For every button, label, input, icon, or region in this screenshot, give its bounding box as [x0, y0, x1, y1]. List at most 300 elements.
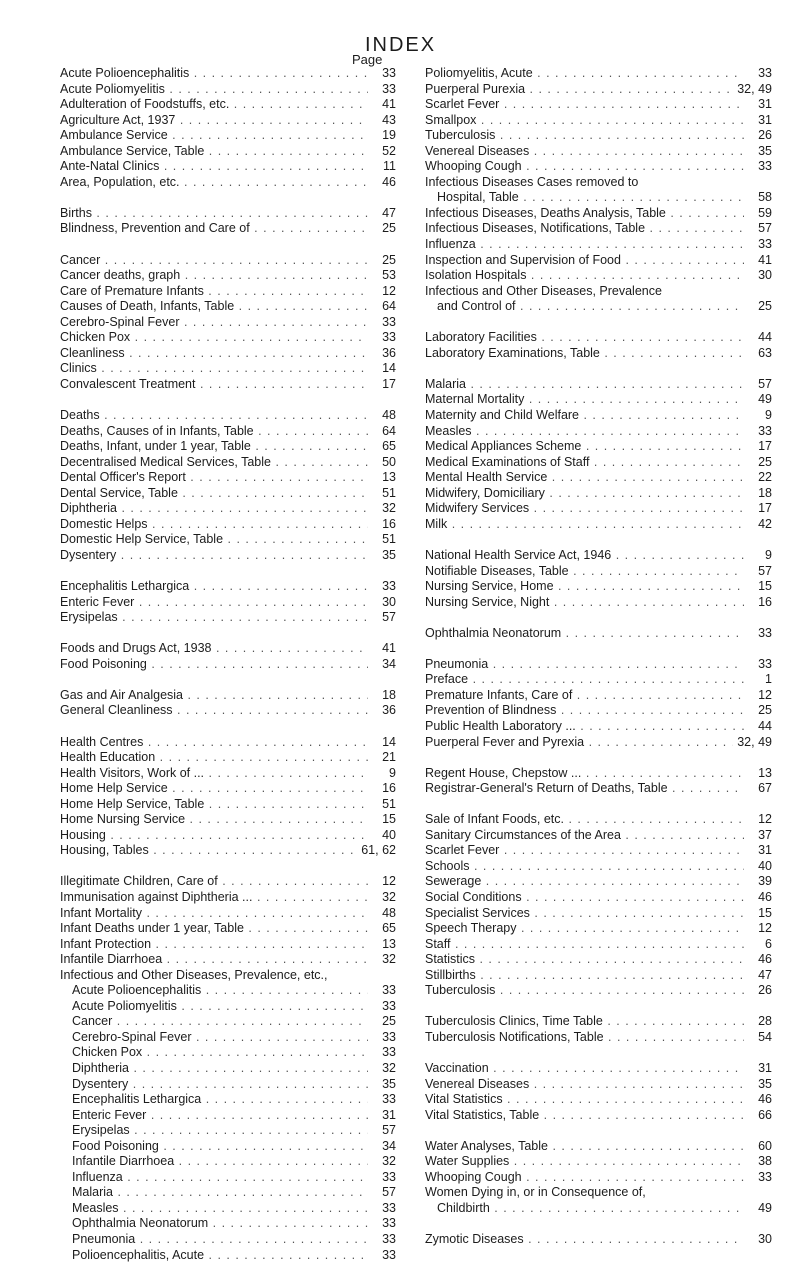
entry-label: Decentralised Medical Services, Table . . .	[60, 455, 368, 471]
entry-page-number: 33	[758, 66, 772, 80]
index-entry	[60, 703, 396, 719]
entry-label: Housing, Tables . . .	[60, 843, 357, 859]
index-entry	[60, 1108, 396, 1124]
index-entry	[425, 144, 772, 160]
entry-label: Preface . . .	[425, 672, 744, 688]
entry-page-number: 26	[758, 128, 772, 143]
entry-label: Maternity and Child Welfare . . .	[425, 408, 744, 424]
index-entry	[425, 874, 772, 890]
entry-page-number: 18	[758, 485, 772, 500]
index-entry	[60, 346, 396, 362]
entry-label: Regent House, Chepstow ... . . .	[425, 766, 744, 782]
entry-page-number: 33	[382, 1029, 396, 1044]
index-column-left	[60, 66, 396, 1263]
index-entry	[60, 221, 396, 237]
index-entry	[425, 906, 772, 922]
index-entry	[60, 906, 396, 922]
entry-page-number: 13	[382, 936, 396, 951]
entry-page-number: 32	[382, 952, 396, 967]
entry-page-number: 57	[758, 376, 772, 391]
entry-label: Dysentery . . .	[60, 548, 368, 564]
index-entry	[425, 66, 772, 82]
index-entry	[60, 999, 396, 1015]
entry-page-number: 53	[382, 268, 396, 283]
entry-page-number: 12	[382, 874, 396, 889]
entry-label: Nursing Service, Night . . .	[425, 595, 744, 611]
entry-label: Illegitimate Children, Care of . . .	[60, 874, 368, 890]
index-entry	[425, 1014, 772, 1030]
entry-label: Housing . . .	[60, 828, 368, 844]
entry-page-number: 46	[382, 174, 396, 189]
index-entry	[60, 1030, 396, 1046]
entry-page-number: 31	[758, 1061, 772, 1075]
index-entry	[425, 781, 772, 797]
index-entry	[425, 579, 772, 595]
entry-page-number: 30	[382, 594, 396, 609]
entry-label: Mental Health Service . . .	[425, 470, 744, 486]
index-entry	[425, 766, 772, 782]
index-entry	[425, 843, 772, 859]
index-entry	[425, 1139, 772, 1155]
index-entry	[60, 159, 396, 175]
entry-label: Schools . . .	[425, 859, 744, 875]
index-entry	[60, 439, 396, 455]
entry-page-number: 34	[382, 656, 396, 671]
index-entry	[60, 268, 396, 284]
entry-label: Diphtheria . . .	[60, 1061, 368, 1077]
entry-label: Tuberculosis Clinics, Time Table . . .	[425, 1014, 744, 1030]
entry-label: Agriculture Act, 1937 . . .	[60, 113, 368, 129]
entry-label: Infectious Diseases Cases removed to	[425, 174, 639, 189]
entry-page-number: 11	[383, 159, 396, 174]
entry-page-number: 33	[382, 314, 396, 329]
entry-label: Infectious Diseases, Notifications, Table . . .	[425, 221, 744, 237]
spacer	[425, 999, 772, 1015]
index-entry	[425, 392, 772, 408]
index-entry	[60, 968, 396, 984]
index-entry	[60, 750, 396, 766]
index-entry	[425, 1030, 772, 1046]
entry-page-number: 17	[382, 376, 396, 391]
entry-label: Influenza . . .	[425, 237, 744, 253]
index-entry	[425, 113, 772, 129]
spacer	[425, 797, 772, 813]
entry-label: Prevention of Blindness . . .	[425, 703, 744, 719]
entry-label: Gas and Air Analgesia . . .	[60, 688, 368, 704]
index-entry	[60, 579, 396, 595]
spacer	[425, 361, 772, 377]
entry-page-number: 25	[382, 1014, 396, 1029]
entry-label: and Control of . . .	[425, 299, 744, 315]
entry-label: Venereal Diseases . . .	[425, 1077, 744, 1093]
index-entry	[425, 890, 772, 906]
entry-label: Health Centres . . .	[60, 735, 368, 751]
entry-label: Home Help Service . . .	[60, 781, 368, 797]
index-entry	[425, 1154, 772, 1170]
entry-page-number: 35	[382, 1076, 396, 1091]
entry-page-number: 65	[382, 439, 396, 454]
entry-label: Puerperal Fever and Pyrexia . . .	[425, 735, 733, 751]
entry-label: Infectious and Other Diseases, Prevalence	[425, 283, 662, 298]
index-entry	[60, 128, 396, 144]
index-entry	[60, 486, 396, 502]
entry-page-number: 33	[382, 1169, 396, 1184]
index-entry	[60, 1014, 396, 1030]
index-entry	[60, 843, 396, 859]
entry-label: Tuberculosis . . .	[425, 128, 744, 144]
index-entry	[60, 455, 396, 471]
spacer	[425, 315, 772, 331]
entry-label: Cancer deaths, graph . . .	[60, 268, 368, 284]
entry-label: Erysipelas . . .	[60, 610, 368, 626]
entry-label: Encephalitis Lethargica . . .	[60, 579, 368, 595]
entry-page-number: 63	[758, 345, 772, 360]
entry-page-number: 1	[765, 672, 772, 687]
entry-page-number: 42	[758, 516, 772, 531]
index-entry	[60, 1170, 396, 1186]
index-entry	[425, 937, 772, 953]
index-entry	[425, 672, 772, 688]
entry-label: Ambulance Service . . .	[60, 128, 368, 144]
entry-label: Zymotic Diseases . . .	[425, 1232, 744, 1248]
index-entry	[60, 952, 396, 968]
entry-label: Medical Appliances Scheme . . .	[425, 439, 744, 455]
entry-page-number: 9	[765, 547, 772, 562]
entry-label: Vital Statistics, Table . . .	[425, 1108, 744, 1124]
entry-page-number: 35	[382, 547, 396, 562]
entry-page-number: 19	[382, 128, 396, 143]
index-entry	[60, 766, 396, 782]
entry-label: Whooping Cough . . .	[425, 159, 744, 175]
index-entry	[60, 113, 396, 129]
entry-label: Poliomyelitis, Acute . . .	[425, 66, 744, 82]
entry-page-number: 48	[382, 408, 396, 423]
entry-label: Infectious and Other Diseases, Prevalence, etc.,	[60, 967, 328, 982]
entry-label: Measles . . .	[425, 424, 744, 440]
entry-page-number: 32	[382, 1061, 396, 1075]
entry-label: Infant Protection . . .	[60, 937, 368, 953]
entry-page-number: 33	[382, 1045, 396, 1060]
entry-label: Cerebro-Spinal Fever . . .	[60, 1030, 368, 1046]
index-entry	[60, 470, 396, 486]
entry-label: General Cleanliness . . .	[60, 703, 368, 719]
entry-page-number: 22	[758, 470, 772, 485]
index-entry	[425, 175, 772, 191]
entry-page-number: 66	[758, 1107, 772, 1122]
entry-page-number: 16	[382, 781, 396, 796]
entry-label: Notifiable Diseases, Table . . .	[425, 564, 744, 580]
entry-label: Tuberculosis . . .	[425, 983, 744, 999]
index-entry	[425, 688, 772, 704]
index-entry	[60, 890, 396, 906]
entry-label: Adulteration of Foodstuffs, etc. . . .	[60, 97, 368, 113]
entry-label: Maternal Mortality . . .	[425, 392, 744, 408]
spacer	[60, 859, 396, 875]
entry-page-number: 64	[382, 299, 396, 314]
entry-page-number: 57	[758, 221, 772, 236]
entry-page-number: 32	[382, 1154, 396, 1169]
entry-page-number: 25	[758, 299, 772, 314]
index-entry	[60, 1248, 396, 1263]
entry-page-number: 33	[382, 66, 396, 80]
index-entry	[425, 859, 772, 875]
entry-label: Dysentery . . .	[60, 1077, 368, 1093]
entry-page-number: 44	[758, 330, 772, 345]
entry-page-number: 16	[382, 516, 396, 531]
entry-page-number: 12	[758, 921, 772, 936]
entry-label: Ophthalmia Neonatorum . . .	[425, 626, 744, 642]
entry-label: Registrar-General's Return of Deaths, Table . . .	[425, 781, 744, 797]
entry-page-number: 33	[382, 983, 396, 998]
index-entry	[60, 921, 396, 937]
index-entry	[60, 610, 396, 626]
entry-page-number: 52	[382, 143, 396, 158]
entry-label: Domestic Help Service, Table . . .	[60, 532, 368, 548]
entry-page-number: 32, 49	[737, 81, 772, 96]
index-entry	[60, 532, 396, 548]
entry-label: Childbirth . . .	[425, 1201, 744, 1217]
index-entry	[425, 626, 772, 642]
index-entry	[425, 517, 772, 533]
index-entry	[425, 268, 772, 284]
entry-page-number: 31	[758, 97, 772, 112]
entry-page-number: 33	[758, 159, 772, 174]
entry-page-number: 41	[758, 252, 772, 267]
entry-page-number: 47	[382, 205, 396, 220]
index-entry	[60, 424, 396, 440]
entry-label: Chicken Pox . . .	[60, 330, 368, 346]
index-entry	[425, 486, 772, 502]
index-entry	[60, 781, 396, 797]
entry-label: Laboratory Examinations, Table . . .	[425, 346, 744, 362]
index-entry	[425, 548, 772, 564]
entry-page-number: 39	[758, 874, 772, 889]
entry-label: Blindness, Prevention and Care of . . .	[60, 221, 368, 237]
entry-page-number: 28	[758, 1014, 772, 1029]
index-entry	[425, 1061, 772, 1077]
index-entry	[60, 937, 396, 953]
entry-label: Food Poisoning . . .	[60, 1139, 368, 1155]
entry-label: Malaria . . .	[425, 377, 744, 393]
index-entry	[60, 206, 396, 222]
entry-page-number: 54	[758, 1029, 772, 1044]
spacer	[60, 564, 396, 580]
entry-page-number: 46	[758, 952, 772, 967]
index-entry	[60, 874, 396, 890]
entry-label: Enteric Fever . . .	[60, 595, 368, 611]
index-entry	[60, 517, 396, 533]
index-entry	[425, 159, 772, 175]
entry-page-number: 33	[758, 656, 772, 671]
entry-label: Midwifery, Domiciliary . . .	[425, 486, 744, 502]
entry-page-number: 33	[382, 330, 396, 345]
entry-page-number: 51	[382, 532, 396, 547]
entry-label: Health Visitors, Work of ... . . .	[60, 766, 368, 782]
entry-label: Cancer . . .	[60, 253, 368, 269]
entry-label: Women Dying in, or in Consequence of,	[425, 1185, 646, 1200]
index-entry	[60, 377, 396, 393]
index-entry	[425, 1232, 772, 1248]
entry-page-number: 25	[758, 703, 772, 718]
index-entry	[60, 501, 396, 517]
entry-label: Hospital, Table . . .	[425, 190, 744, 206]
entry-page-number: 9	[765, 408, 772, 423]
index-entry	[425, 952, 772, 968]
spacer	[425, 641, 772, 657]
entry-label: Social Conditions . . .	[425, 890, 744, 906]
entry-page-number: 33	[758, 625, 772, 640]
entry-label: Clinics . . .	[60, 361, 368, 377]
index-entry	[60, 144, 396, 160]
entry-page-number: 59	[758, 205, 772, 220]
entry-page-number: 64	[382, 423, 396, 438]
entry-label: Water Analyses, Table . . .	[425, 1139, 744, 1155]
index-entry	[425, 424, 772, 440]
index-entry	[425, 377, 772, 393]
entry-page-number: 50	[382, 454, 396, 469]
entry-page-number: 57	[758, 563, 772, 578]
index-entry	[60, 66, 396, 82]
entry-label: Speech Therapy . . .	[425, 921, 744, 937]
entry-label: Laboratory Facilities . . .	[425, 330, 744, 346]
entry-page-number: 6	[765, 936, 772, 951]
entry-page-number: 13	[758, 765, 772, 780]
entry-page-number: 44	[758, 718, 772, 733]
entry-page-number: 33	[758, 1169, 772, 1184]
entry-page-number: 25	[382, 252, 396, 267]
entry-page-number: 36	[382, 703, 396, 718]
entry-label: Polioencephalitis, Acute . . .	[60, 1248, 368, 1263]
entry-page-number: 57	[382, 610, 396, 625]
index-entry	[425, 346, 772, 362]
entry-label: Venereal Diseases . . .	[425, 144, 744, 160]
index-entry	[60, 97, 396, 113]
index-entry	[60, 1185, 396, 1201]
entry-label: Deaths, Causes of in Infants, Table . . .	[60, 424, 368, 440]
entry-label: Vital Statistics . . .	[425, 1092, 744, 1108]
entry-label: Public Health Laboratory ... . . .	[425, 719, 744, 735]
entry-label: Foods and Drugs Act, 1938 . . .	[60, 641, 368, 657]
index-entry	[425, 501, 772, 517]
entry-page-number: 17	[758, 501, 772, 516]
entry-label: Care of Premature Infants . . .	[60, 284, 368, 300]
entry-page-number: 12	[382, 283, 396, 298]
entry-label: Scarlet Fever . . .	[425, 843, 744, 859]
entry-label: Health Education . . .	[60, 750, 368, 766]
spacer	[425, 1123, 772, 1139]
spacer	[60, 190, 396, 206]
entry-page-number: 32	[382, 889, 396, 904]
index-entry	[425, 564, 772, 580]
index-entry	[60, 641, 396, 657]
entry-page-number: 21	[382, 750, 396, 765]
entry-page-number: 18	[382, 687, 396, 702]
entry-label: Ambulance Service, Table . . .	[60, 144, 368, 160]
index-entry	[60, 735, 396, 751]
index-entry	[425, 470, 772, 486]
index-entry	[60, 1045, 396, 1061]
entry-page-number: 49	[758, 1200, 772, 1215]
index-entry	[60, 1216, 396, 1232]
entry-page-number: 30	[758, 1232, 772, 1247]
entry-page-number: 41	[382, 641, 396, 656]
entry-label: Acute Poliomyelitis . . .	[60, 999, 368, 1015]
entry-label: Whooping Cough . . .	[425, 1170, 744, 1186]
spacer	[60, 719, 396, 735]
index-entry	[425, 455, 772, 471]
entry-label: Area, Population, etc. . . .	[60, 175, 368, 191]
entry-page-number: 57	[382, 1185, 396, 1200]
index-entry	[60, 82, 396, 98]
entry-page-number: 46	[758, 889, 772, 904]
entry-page-number: 14	[382, 361, 396, 376]
entry-label: Dental Service, Table . . .	[60, 486, 368, 502]
index-entry	[425, 1077, 772, 1093]
entry-page-number: 31	[382, 1107, 396, 1122]
entry-page-number: 32, 49	[737, 734, 772, 749]
entry-label: Infectious Diseases, Deaths Analysis, Table . . .	[425, 206, 744, 222]
entry-label: Infant Mortality . . .	[60, 906, 368, 922]
entry-label: Sewerage . . .	[425, 874, 744, 890]
entry-label: Sanitary Circumstances of the Area . . .	[425, 828, 744, 844]
index-entry	[425, 82, 772, 98]
spacer	[425, 532, 772, 548]
index-entry	[425, 299, 772, 315]
index-entry	[425, 221, 772, 237]
entry-page-number: 9	[389, 765, 396, 780]
entry-label: Acute Poliomyelitis . . .	[60, 82, 368, 98]
entry-page-number: 35	[758, 1076, 772, 1091]
entry-page-number: 58	[758, 190, 772, 205]
entry-page-number: 33	[382, 1216, 396, 1231]
entry-label: Puerperal Purexia . . .	[425, 82, 733, 98]
entry-label: Cerebro-Spinal Fever . . .	[60, 315, 368, 331]
entry-label: Home Help Service, Table . . .	[60, 797, 368, 813]
index-entry	[60, 797, 396, 813]
index-title: INDEX	[364, 34, 437, 56]
index-entry	[60, 284, 396, 300]
entry-label: Scarlet Fever . . .	[425, 97, 744, 113]
entry-page-number: 38	[758, 1154, 772, 1169]
entry-page-number: 12	[758, 812, 772, 827]
entry-label: Water Supplies . . .	[425, 1154, 744, 1170]
entry-page-number: 15	[758, 905, 772, 920]
entry-page-number: 12	[758, 687, 772, 702]
entry-label: Inspection and Supervision of Food . . .	[425, 253, 744, 269]
entry-page-number: 31	[758, 112, 772, 127]
entry-label: Measles . . .	[60, 1201, 368, 1217]
entry-page-number: 17	[758, 439, 772, 454]
entry-label: Smallpox . . .	[425, 113, 744, 129]
entry-label: Infantile Diarrhoea . . .	[60, 1154, 368, 1170]
entry-label: Staff . . .	[425, 937, 744, 953]
entry-page-number: 15	[382, 812, 396, 827]
entry-page-number: 51	[382, 485, 396, 500]
entry-page-number: 33	[382, 1232, 396, 1247]
index-entry	[425, 190, 772, 206]
spacer	[60, 237, 396, 253]
entry-label: Specialist Services . . .	[425, 906, 744, 922]
entry-page-number: 33	[758, 423, 772, 438]
index-entry	[425, 1108, 772, 1124]
index-entry	[60, 1232, 396, 1248]
entry-label: Erysipelas . . .	[60, 1123, 368, 1139]
entry-label: Domestic Helps . . .	[60, 517, 368, 533]
entry-label: Home Nursing Service . . .	[60, 812, 368, 828]
index-entry	[60, 1139, 396, 1155]
index-entry	[425, 719, 772, 735]
entry-page-number: 41	[382, 97, 396, 112]
